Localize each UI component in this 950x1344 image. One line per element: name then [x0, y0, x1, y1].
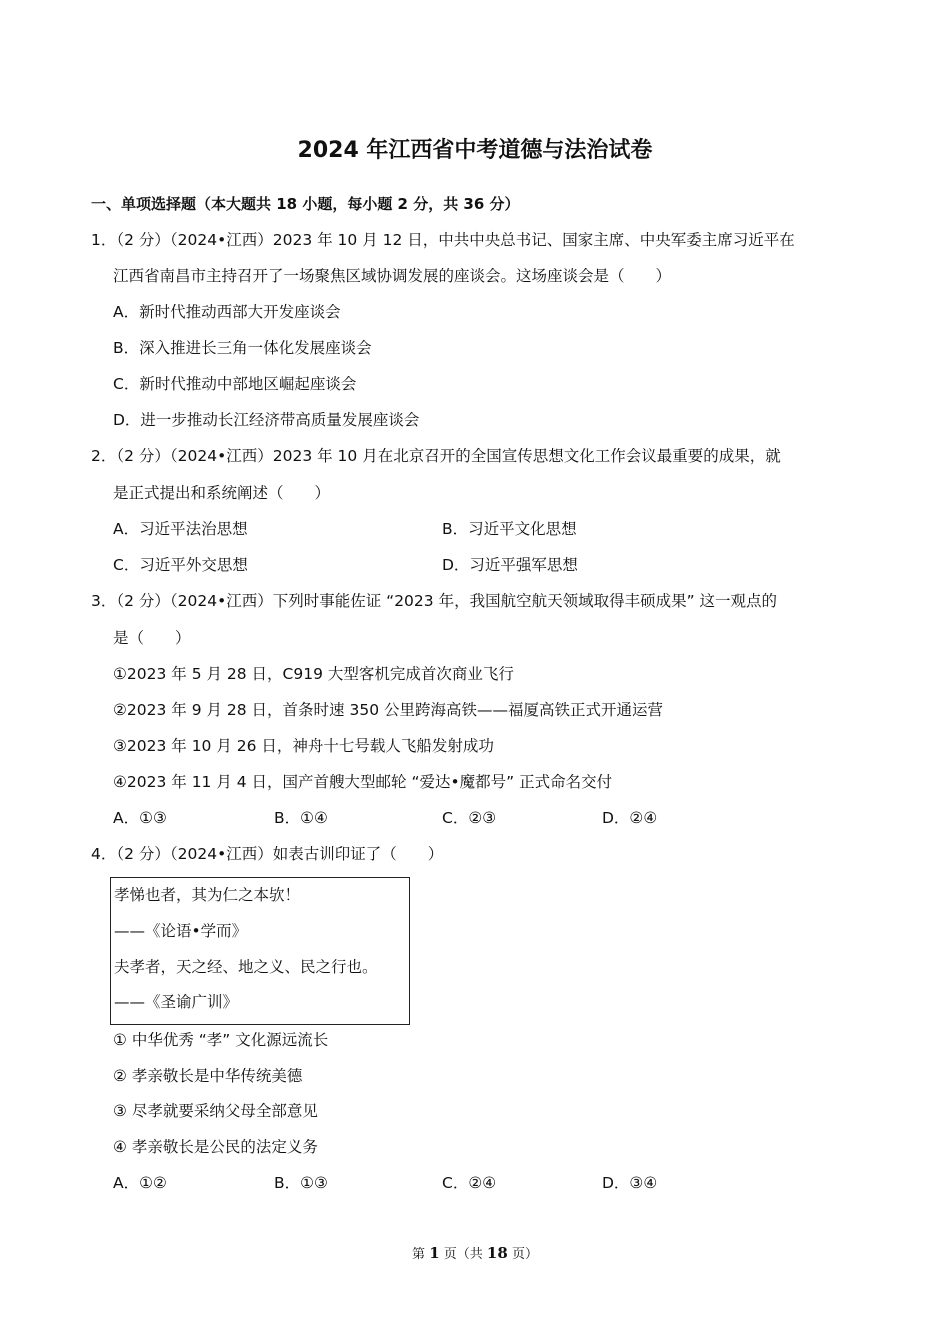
q4-quote-line-1: 孝悌也者，其为仁之本欤！	[114, 886, 301, 904]
q1-stem-line2: 江西省南昌市主持召开了一场聚焦区域协调发展的座谈会。这场座谈会是（ ）	[113, 267, 672, 285]
q3-statement-1: ①2023 年 5 月 28 日，C919 大型客机完成首次商业飞行	[113, 665, 514, 683]
q3-stem-line2: 是（ ）	[113, 629, 191, 647]
q4-stem-line1: 4．（2 分）（2024•江西）如表古训印证了（ ）	[91, 845, 444, 863]
footer-prefix: 第	[412, 1247, 426, 1262]
page-footer	[0, 1243, 950, 1265]
q1-option-a: A．新时代推动西部大开发座谈会	[113, 303, 341, 321]
q1-option-b: B．深入推进长三角一体化发展座谈会	[113, 339, 372, 357]
footer-total-pages: 18	[486, 1244, 508, 1262]
q3-stem-line1: 3．（2 分）（2024•江西）下列时事能佐证 “2023 年，我国航空航天领域取得丰硕成果” 这一观点的	[91, 592, 778, 610]
q3-option-b: B．①④	[274, 809, 328, 827]
q4-statement-1: ① 中华优秀 “孝” 文化源远流长	[113, 1031, 329, 1049]
q2-option-c: C．习近平外交思想	[113, 556, 248, 574]
q3-statement-2: ②2023 年 9 月 28 日，首条时速 350 公里跨海高铁——福厦高铁正式开通运营	[113, 701, 664, 719]
q4-option-a: A．①②	[113, 1174, 167, 1192]
footer-middle: 页（共	[443, 1247, 483, 1262]
q1-option-c: C．新时代推动中部地区崛起座谈会	[113, 375, 357, 393]
section-heading: 一、单项选择题（本大题共 18 小题，每小题 2 分，共 36 分）	[91, 195, 520, 213]
q4-option-d: D．③④	[602, 1174, 658, 1192]
q4-quote-line-4: ——《圣谕广训》	[114, 993, 239, 1011]
q2-option-a: A．习近平法治思想	[113, 520, 248, 538]
q4-option-c: C．②④	[442, 1174, 497, 1192]
q2-option-b: B．习近平文化思想	[442, 520, 577, 538]
q1-option-d: D．进一步推动长江经济带高质量发展座谈会	[113, 411, 420, 429]
q3-statement-4: ④2023 年 11 月 4 日，国产首艘大型邮轮 “爱达•魔都号” 正式命名交付	[113, 773, 613, 791]
q4-quote-line-3: 夫孝者，天之经、地之义、民之行也。	[114, 958, 378, 976]
footer-page-number: 1	[429, 1244, 440, 1262]
q2-stem-line1: 2．（2 分）（2024•江西）2023 年 10 月在北京召开的全国宣传思想文化工作会议最重要的成果，就	[91, 447, 781, 465]
exam-title: 2024 年江西省中考道德与法治试卷	[297, 138, 653, 163]
q4-option-b: B．①③	[274, 1174, 328, 1192]
footer-suffix: 页）	[511, 1247, 538, 1262]
q3-option-d: D．②④	[602, 809, 658, 827]
q4-statement-3: ③ 尽孝就要采纳父母全部意见	[113, 1102, 318, 1120]
q4-quote-line-2: ——《论语•学而》	[114, 922, 248, 940]
q4-statement-4: ④ 孝亲敬长是公民的法定义务	[113, 1138, 318, 1156]
q4-quote-table	[110, 877, 410, 1025]
q4-statement-2: ② 孝亲敬长是中华传统美德	[113, 1067, 303, 1085]
q2-option-d: D．习近平强军思想	[442, 556, 578, 574]
q3-option-c: C．②③	[442, 809, 497, 827]
q3-option-a: A．①③	[113, 809, 167, 827]
q2-stem-line2: 是正式提出和系统阐述（ ）	[113, 484, 331, 502]
q3-statement-3: ③2023 年 10 月 26 日，神舟十七号载人飞船发射成功	[113, 737, 494, 755]
q1-stem-line1: 1．（2 分）（2024•江西）2023 年 10 月 12 日，中共中央总书记、国家主席、中央军委主席习近平在	[91, 231, 795, 249]
